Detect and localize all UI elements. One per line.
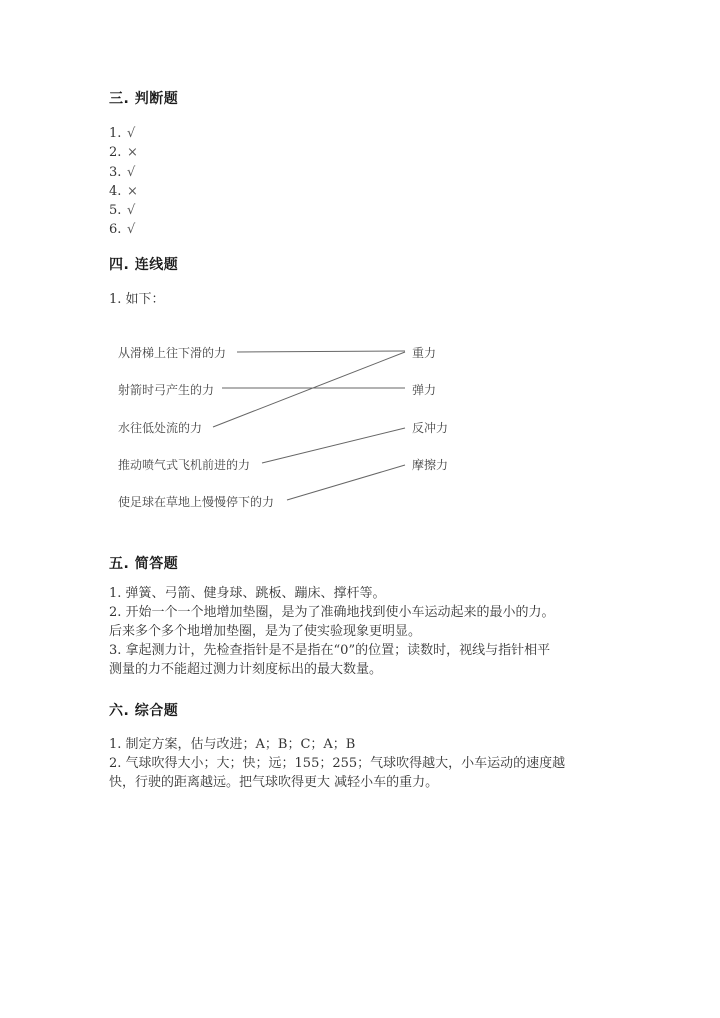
connection-line — [287, 465, 405, 500]
judge-item — [109, 163, 138, 182]
answer-line: 测量的力不能超过测力计刻度标出的最大数量。 — [109, 662, 383, 677]
judge-item — [109, 220, 138, 239]
short-answer-block — [109, 584, 609, 679]
matching-left-item: 推动喷气式飞机前进的力 — [118, 458, 251, 472]
cross-mark-icon: × — [127, 183, 138, 199]
cross-mark-icon: × — [127, 145, 138, 161]
connection-line — [213, 352, 405, 427]
matching-right-item: 摩擦力 — [412, 458, 449, 472]
matching-left-item: 射箭时弓产生的力 — [118, 383, 215, 397]
comprehensive-answer-block — [109, 735, 609, 792]
item-number: 1. — [109, 126, 122, 141]
matching-right-item: 重力 — [412, 346, 437, 360]
check-mark-icon: √ — [127, 126, 136, 141]
answer-line: 1. 制定方案，估与改进；A；B；C；A；B — [109, 737, 356, 752]
answer-line: 快，行驶的距离越远。把气球吹得更大 减轻小车的重力。 — [109, 775, 439, 790]
check-mark-icon: √ — [127, 164, 136, 180]
connection-line — [262, 428, 405, 463]
judge-answer-list — [109, 124, 138, 240]
item-number: 4. — [109, 183, 122, 199]
answer-line: 1. 弹簧、弓箭、健身球、跳板、蹦床、撑杆等。 — [109, 586, 386, 601]
answer-line: 3. 拿起测力计，先检查指针是不是指在“0”的位置；读数时，视线与指针相平 — [109, 643, 551, 658]
judge-item — [109, 201, 138, 220]
judge-item — [109, 143, 138, 162]
matching-intro: 1. 如下： — [109, 292, 165, 307]
section-heading-judge: 三. 判断题 — [109, 91, 179, 107]
answer-line: 2. 气球吹得大小；大；快；远；155；255；气球吹得越大，小车运动的速度越 — [109, 756, 566, 771]
item-number: 5. — [109, 203, 122, 219]
item-number: 6. — [109, 222, 122, 238]
answer-line: 2. 开始一个一个地增加垫圈，是为了准确地找到使小车运动起来的最小的力。 — [109, 605, 555, 620]
item-number: 2. — [109, 145, 122, 161]
section-heading-matching: 四. 连线题 — [109, 257, 179, 273]
item-number: 3. — [109, 164, 122, 180]
matching-left-item: 水往低处流的力 — [118, 421, 203, 435]
matching-left-item: 从滑梯上往下滑的力 — [118, 346, 227, 360]
matching-left-item: 使足球在草地上慢慢停下的力 — [118, 495, 275, 509]
check-mark-icon: √ — [127, 222, 136, 238]
matching-right-item: 反冲力 — [412, 421, 449, 435]
answer-line: 后来多个多个地增加垫圈，是为了使实验现象更明显。 — [109, 624, 422, 639]
section-heading-short-answer: 五. 简答题 — [109, 556, 179, 572]
matching-right-item: 弹力 — [412, 383, 437, 397]
judge-item — [109, 182, 138, 201]
judge-item — [109, 124, 138, 143]
check-mark-icon: √ — [127, 203, 136, 219]
section-heading-comprehensive: 六. 综合题 — [109, 703, 179, 719]
connection-line — [237, 351, 405, 352]
